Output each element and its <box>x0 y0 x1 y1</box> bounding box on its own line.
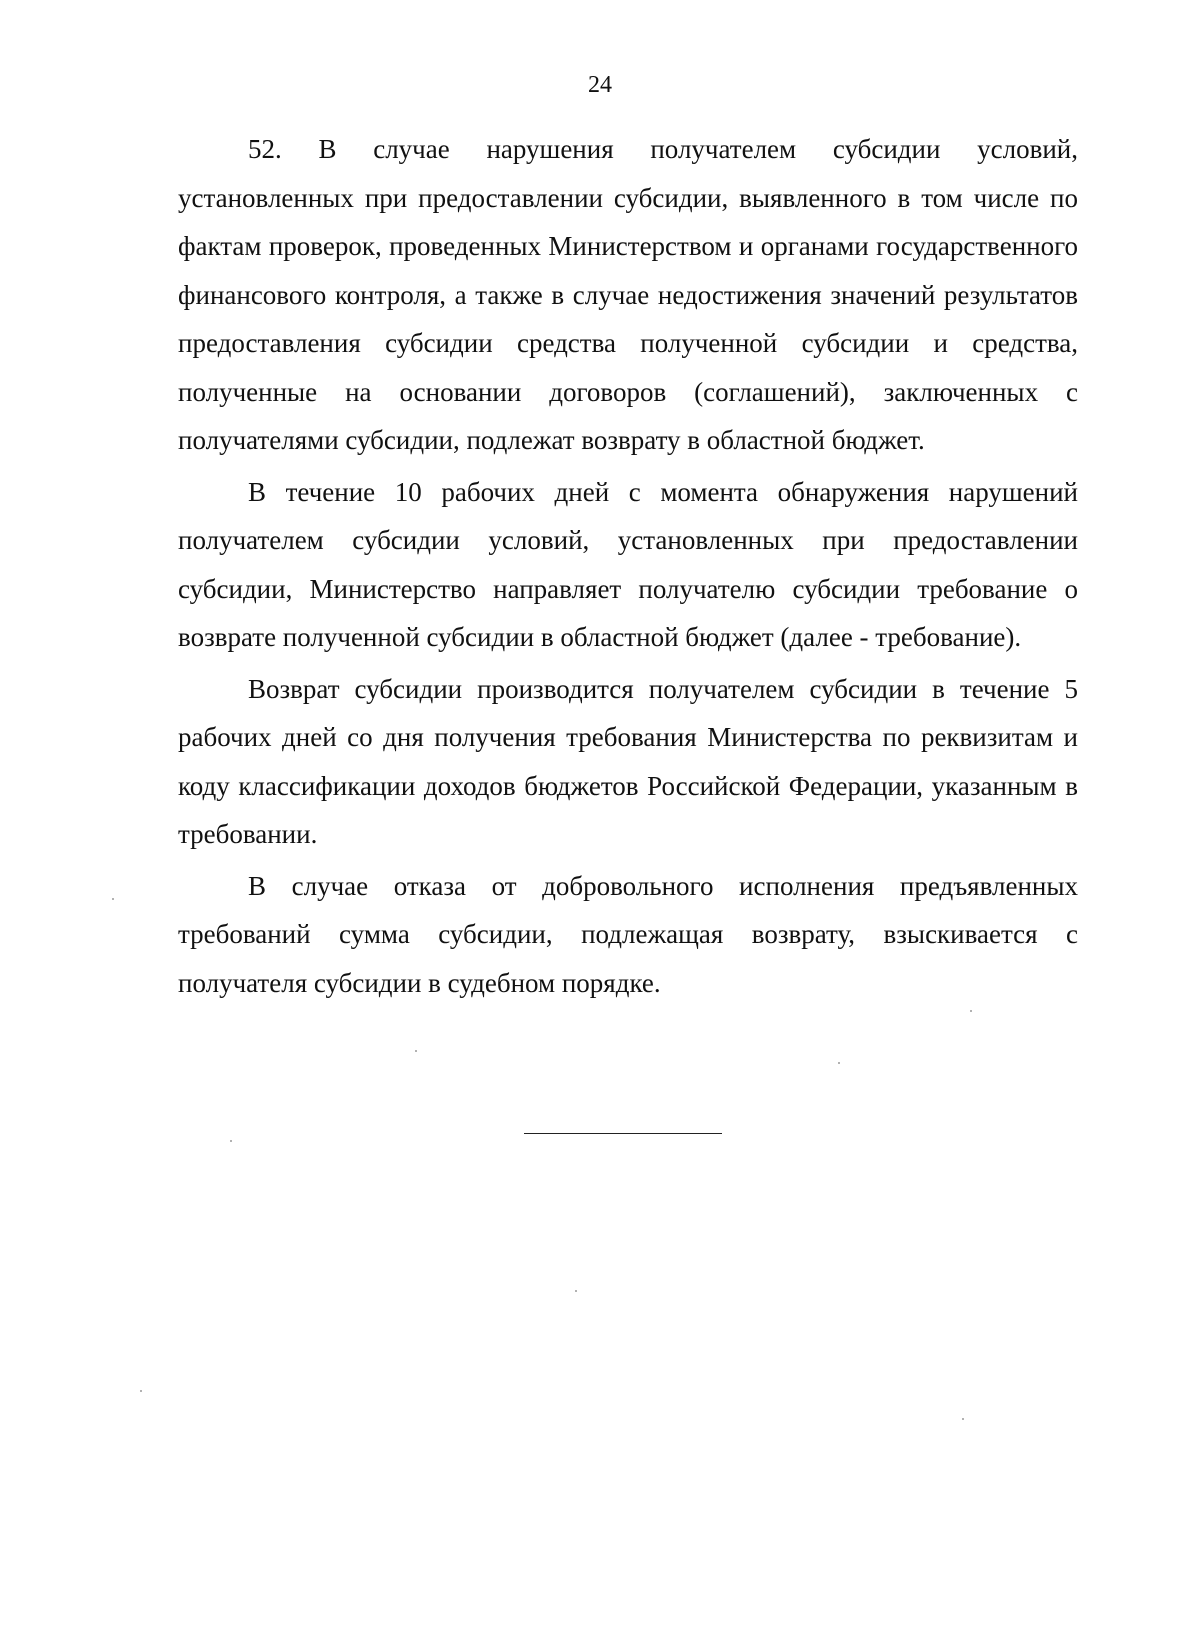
scan-speck <box>140 1390 142 1392</box>
scan-speck <box>112 898 114 900</box>
end-separator-line <box>524 1133 722 1134</box>
page-number: 24 <box>588 72 612 98</box>
paragraph-52: 52. В случае нарушения получателем субсидии условий, установленных при предоставлении субсидии, выявленного в том числе по фактам проверок, проведенных Министерством и органами государственного финансового контроля, а также в случае недостижения значений результатов предоставления субсидии средства полученной субсидии и средства, полученные на основании договоров (соглашений), заключенных с получателями субсидии, подлежат возврату в областной бюджет. <box>178 134 1078 455</box>
document-body <box>178 125 1078 1010</box>
scan-speck <box>838 1062 840 1064</box>
paragraph-deadline-notice: В течение 10 рабочих дней с момента обнаружения нарушений получателем субсидии условий, установленных при предоставлении субсидии, Министерство направляет получателю субсидии требование о возврате полученной субсидии в областной бюджет (далее - требование). <box>178 476 1078 652</box>
paragraph-refund-procedure: Возврат субсидии производится получателем субсидии в течение 5 рабочих дней со дня получения требования Министерства по реквизитам и коду классификации доходов бюджетов Российской Федерации, указанным в требовании. <box>178 673 1078 849</box>
paragraph-court-recovery: В случае отказа от добровольного исполнения предъявленных требований сумма субсидии, подлежащая возврату, взыскивается с получателя субсидии в судебном порядке. <box>178 870 1078 998</box>
scan-speck <box>962 1418 964 1420</box>
scan-speck <box>415 1050 417 1052</box>
scan-speck <box>230 1140 232 1142</box>
scan-speck <box>575 1290 577 1292</box>
scan-speck <box>970 1010 972 1012</box>
